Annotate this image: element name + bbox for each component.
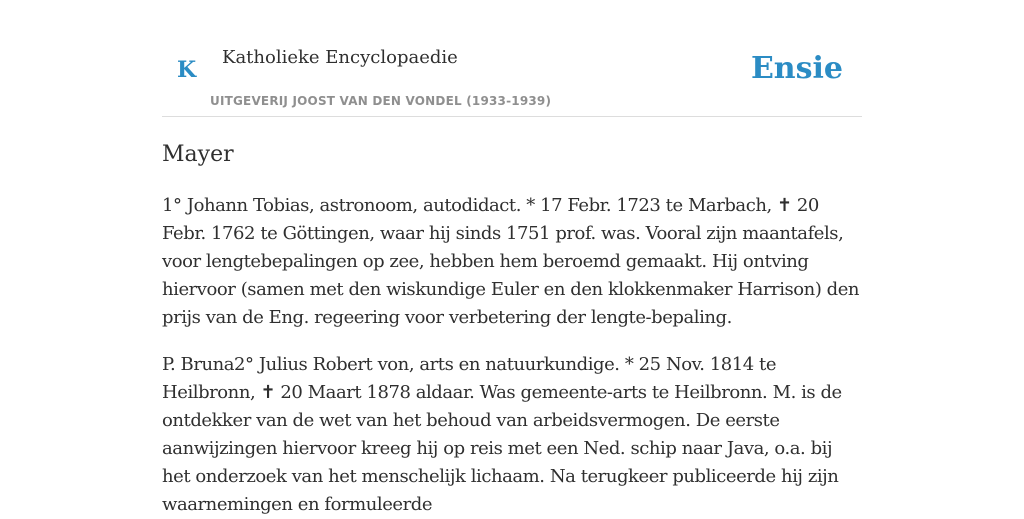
brand-logo[interactable]: Ensie (750, 51, 843, 86)
entry-paragraph: P. Bruna2° Julius Robert von, arts en natuurkundige. * 25 Nov. 1814 te Heilbronn, ✝ 20 Maart 1878 aldaar. Was gemeente-arts te Heilbronn. M. is de ontdekker van de wet van het behoud van arbeidsvermogen. De eerste aanwijzingen hiervoor kreeg hij op reis met een Ned. schip naar Java, o.a. bij het onderzoek van het menschelijk lichaam. Na terugkeer publiceerde hij zijn waarnemingen en formuleerde (162, 354, 842, 515)
page-container (162, 0, 862, 515)
publisher-label: UITGEVERIJ JOOST VAN DEN VONDEL (1933-1939) (210, 94, 552, 108)
entry-title: Mayer (162, 142, 234, 167)
entry-paragraph: 1° Johann Tobias, astronoom, autodidact. * 17 Febr. 1723 te Marbach, ✝ 20 Febr. 1762 te Göttingen, waar hij sinds 1751 prof. was. Vooral zijn maantafels, voor lengtebepalingen op zee, hebben hem beroemd gemaakt. Hij ontving hiervoor (samen met den wiskundige Euler en den klokkenmaker Harrison) den prijs van de Eng. regeering voor verbetering der lengte-bepaling. (162, 195, 860, 328)
source-title[interactable]: Katholieke Encyclopaedie (222, 47, 458, 68)
source-logo[interactable]: K (177, 57, 197, 83)
page-header (162, 0, 862, 117)
